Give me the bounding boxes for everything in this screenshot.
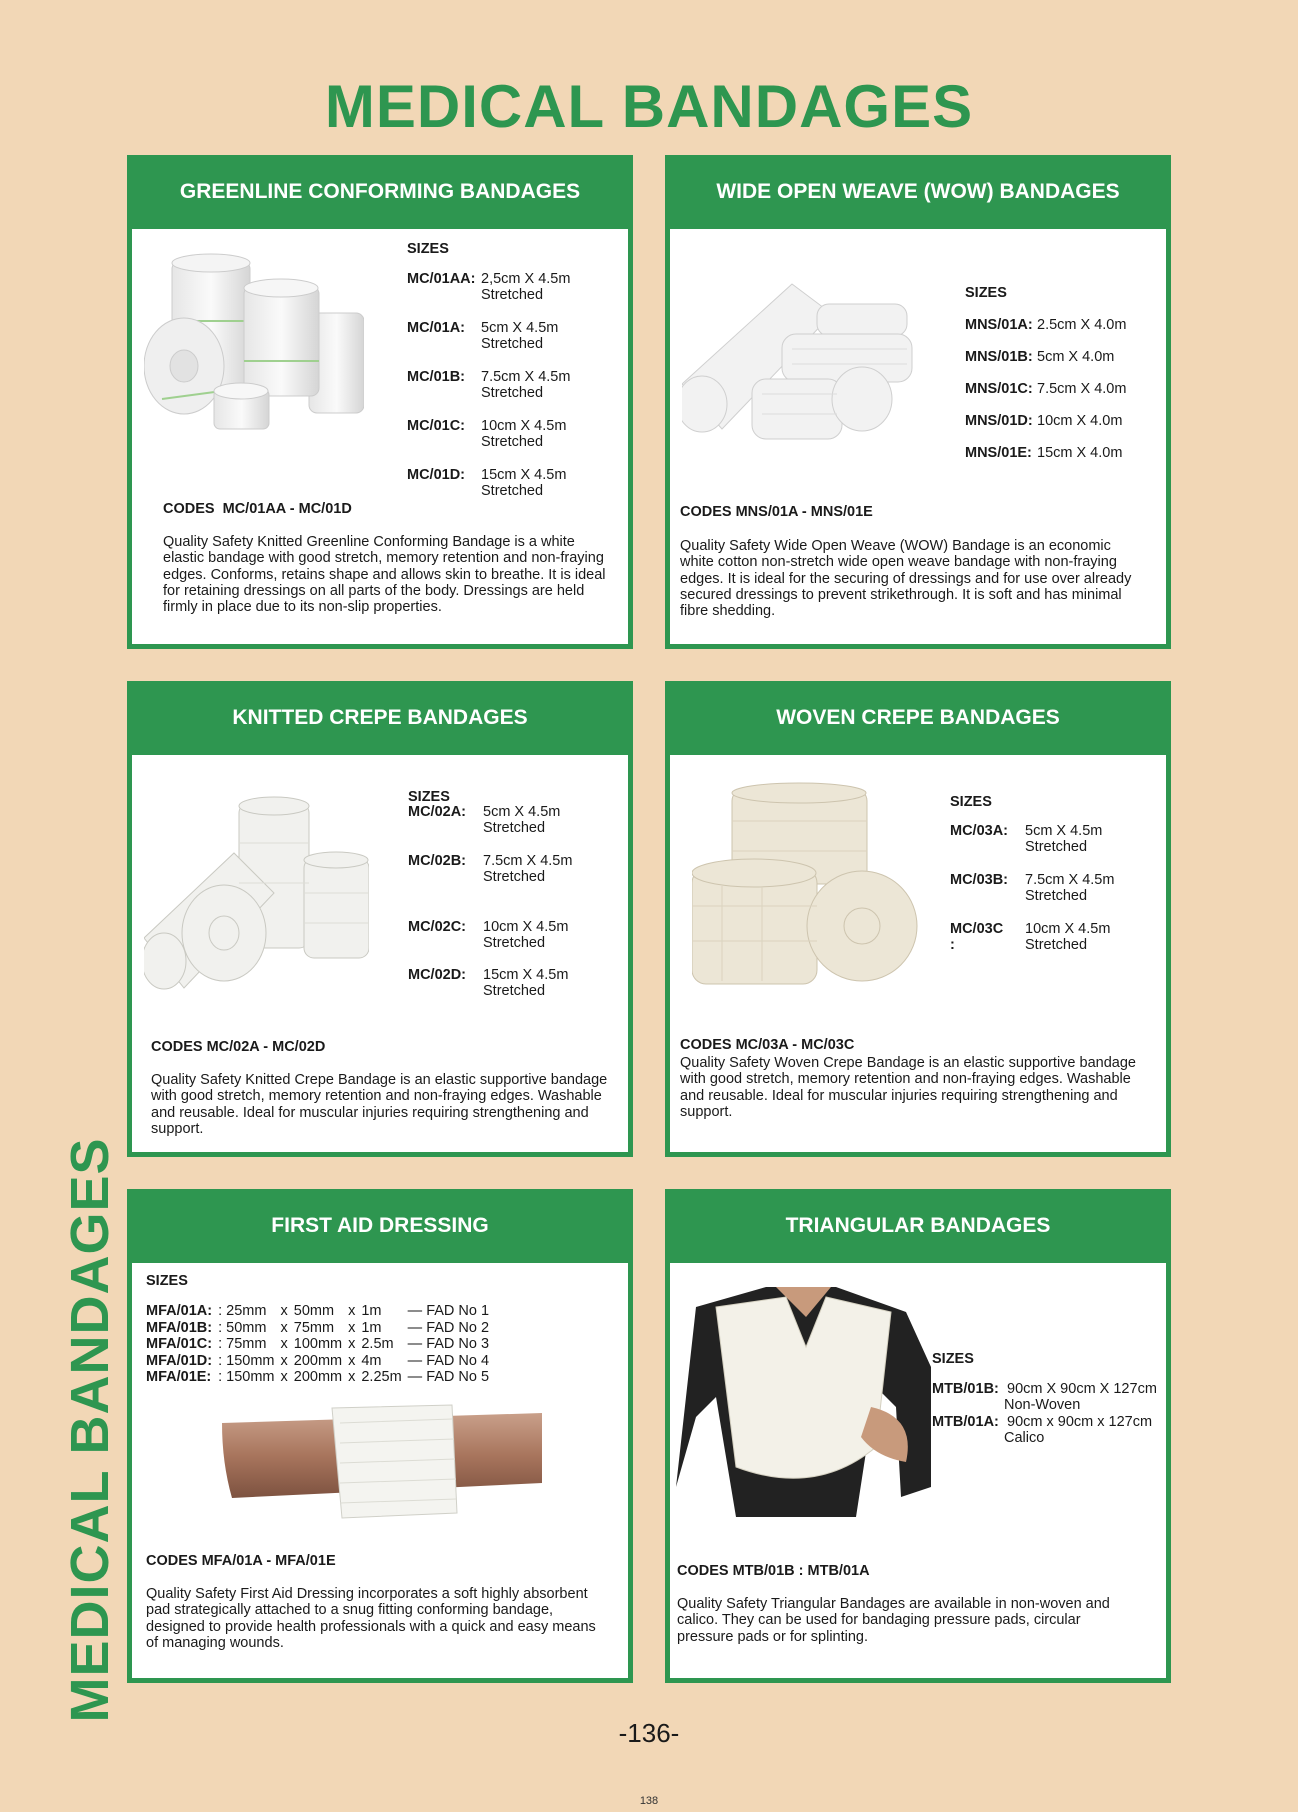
size-code: MFA/01B: [146, 1319, 213, 1336]
size-code: MNS/01C: [965, 381, 1033, 397]
triangular-bandage-image [676, 1287, 931, 1517]
table-row [146, 1353, 495, 1370]
size-note: Stretched [481, 336, 544, 352]
times-sign: x [348, 1336, 356, 1352]
times-sign: x [280, 1319, 288, 1336]
fad-number: — FAD No 4 [407, 1352, 490, 1369]
size-code: MNS/01A: [965, 317, 1033, 333]
size-value: 10cm X 4.5m [481, 418, 567, 434]
size-width: : 50mm [218, 1319, 267, 1336]
size-code: MC/02A: [408, 804, 467, 820]
table-row [146, 1369, 495, 1386]
sizes-label: SIZES [932, 1351, 974, 1367]
size-note: Stretched [483, 869, 546, 885]
times-sign: x [280, 1303, 288, 1319]
size-width: : 25mm [218, 1303, 267, 1319]
size-length: 200mm [293, 1369, 343, 1385]
size-note: Stretched [481, 483, 544, 499]
size-note: Stretched [1025, 937, 1088, 953]
page-title: MEDICAL BANDAGES [324, 73, 974, 140]
size-code: MC/01AA: [407, 271, 476, 287]
size-code: MFA/01A: [146, 1303, 213, 1319]
wow-bandage-image [682, 274, 922, 464]
panel-woven-crepe [665, 681, 1171, 1157]
times-sign: x [280, 1336, 288, 1352]
table-row [146, 1320, 495, 1337]
size-note: Stretched [483, 983, 546, 999]
size-code: MNS/01B: [965, 349, 1033, 365]
size-code: MFA/01E: [146, 1369, 212, 1385]
panel-wow [665, 155, 1171, 649]
size-value: 2.5cm X 4.0m [1037, 317, 1127, 333]
size-length: 75mm [293, 1319, 335, 1336]
size-value: 5cm X 4.5m [483, 804, 561, 820]
product-description: Quality Safety Woven Crepe Bandage is an elastic supportive bandage with good stretch, memory retention and non-fraying edges. Washable and reusable. Ideal for muscular injuries requiring strengthening and support. [680, 1055, 1136, 1120]
size-note: Stretched [1025, 839, 1088, 855]
panel-title: GREENLINE CONFORMING BANDAGES [179, 180, 581, 203]
size-value: 90cm x 90cm x 127cm [1007, 1414, 1153, 1430]
times-sign: x [348, 1369, 356, 1385]
product-description: Quality Safety Triangular Bandages are available in non-woven and calico. They can be used for bandaging pressure pads, circular pressure pads or for splinting. [677, 1596, 1110, 1645]
size-roll-length: 1m [361, 1319, 382, 1336]
page-number: -136- [618, 1718, 680, 1748]
product-codes: CODES MNS/01A - MNS/01E [680, 504, 873, 520]
fad-number: — FAD No 1 [407, 1303, 490, 1319]
size-value: 90cm X 90cm X 127cm [1007, 1381, 1157, 1397]
first-aid-dressing-image [222, 1403, 542, 1523]
panel-triangular [665, 1189, 1171, 1683]
size-value: 15cm X 4.5m [483, 967, 569, 983]
size-value: 7.5cm X 4.0m [1037, 381, 1127, 397]
size-roll-length: 4m [361, 1352, 382, 1369]
first-aid-size-table [146, 1303, 495, 1386]
panel-title: WOVEN CREPE BANDAGES [776, 706, 1060, 729]
panel-first-aid-dressing [127, 1189, 633, 1683]
size-code: MC/01B: [407, 369, 466, 385]
times-sign: x [280, 1369, 288, 1385]
product-codes: CODES MC/01AA - MC/01D [163, 501, 352, 517]
product-description: Quality Safety Knitted Greenline Conforming Bandage is a white elastic bandage with good stretch, memory retention and non-fraying edges. Conforms, retains shape and allows skin to breathe. It is ideal for retaining dressings on all parts of the body. Dressings are held firmly in place due to its non-slip properties. [163, 534, 606, 616]
size-note: Stretched [1025, 888, 1088, 904]
side-title [60, 1137, 120, 1723]
size-code: MC/01A: [407, 320, 466, 336]
product-codes: CODES MC/02A - MC/02D [151, 1039, 326, 1055]
size-width: : 75mm [218, 1336, 267, 1352]
times-sign: x [348, 1319, 356, 1336]
size-value: 15cm X 4.0m [1037, 445, 1123, 461]
size-code: MFA/01C: [146, 1336, 213, 1352]
size-length: 100mm [293, 1336, 343, 1352]
panel-title: KNITTED CREPE BANDAGES [232, 706, 528, 729]
size-code: MC/03C : [950, 921, 1004, 953]
side-title-text: MEDICAL BANDAGES [60, 1137, 120, 1723]
panel-greenline [127, 155, 633, 649]
product-description: Quality Safety Wide Open Weave (WOW) Bandage is an economic white cotton non-stretch wide open weave bandage with non-fraying edges. It is ideal for the securing of dressings and for use over already secured dressings to prevent strikethrough. It is soft and has minimal fibre shedding. [680, 538, 1132, 620]
size-code: MC/03B: [950, 872, 1009, 888]
size-code: MC/02D: [408, 967, 467, 983]
product-codes: CODES MC/03A - MC/03C [680, 1037, 855, 1053]
size-length: 50mm [293, 1303, 335, 1319]
times-sign: x [348, 1352, 356, 1369]
size-value: 10cm X 4.5m [483, 919, 569, 935]
panel-knitted-crepe [127, 681, 633, 1157]
sizes-label: SIZES [950, 794, 992, 810]
size-value: 5cm X 4.5m [481, 320, 559, 336]
size-code: MFA/01D: [146, 1352, 213, 1369]
product-codes: CODES MFA/01A - MFA/01E [146, 1553, 336, 1569]
size-code: MC/03A: [950, 823, 1009, 839]
size-code: MC/02B: [408, 853, 467, 869]
size-code: MC/01C: [407, 418, 466, 434]
knitted-crepe-bandage-image [144, 793, 369, 993]
panel-title: WIDE OPEN WEAVE (WOW) BANDAGES [716, 180, 1120, 203]
size-code: MTB/01B: [932, 1381, 999, 1397]
size-value: 5cm X 4.0m [1037, 349, 1115, 365]
sizes-label: SIZES [407, 241, 449, 257]
size-value: 7.5cm X 4.5m [1025, 872, 1115, 888]
size-width: : 150mm [218, 1369, 275, 1385]
times-sign: x [348, 1303, 356, 1319]
size-note: Stretched [483, 935, 546, 951]
size-roll-length: 1m [361, 1303, 382, 1319]
size-note: Stretched [483, 820, 546, 836]
table-row [146, 1336, 495, 1353]
times-sign: x [280, 1352, 288, 1369]
size-note: Calico [1004, 1430, 1045, 1446]
panel-title: FIRST AID DRESSING [271, 1214, 489, 1237]
size-code: MC/01D: [407, 467, 466, 483]
size-note: Stretched [481, 434, 544, 450]
woven-crepe-bandage-image [692, 781, 922, 986]
fad-number: — FAD No 5 [407, 1369, 490, 1385]
product-description: Quality Safety Knitted Crepe Bandage is an elastic supportive bandage with good stretch, memory retention and non-fraying edges. Washable and reusable. Ideal for muscular injuries requiring strengthening and support. [151, 1072, 608, 1137]
table-row [146, 1303, 495, 1320]
sizes-label: SIZES [965, 285, 1007, 301]
size-width: : 150mm [218, 1352, 275, 1369]
product-description: Quality Safety First Aid Dressing incorporates a soft highly absorbent pad strategically attached to a snug fitting conforming bandage, designed to provide health professionals with a quick and easy means of managing wounds. [146, 1586, 596, 1651]
size-note: Stretched [481, 385, 544, 401]
greenline-bandage-image [144, 251, 364, 441]
size-note: Stretched [481, 287, 544, 303]
size-value: 10cm X 4.5m [1025, 921, 1111, 937]
sizes-label: SIZES [146, 1273, 188, 1289]
product-codes: CODES MTB/01B : MTB/01A [677, 1563, 870, 1579]
size-value: 5cm X 4.5m [1025, 823, 1103, 839]
fad-number: — FAD No 2 [407, 1319, 490, 1336]
size-value: 15cm X 4.5m [481, 467, 567, 483]
size-code: MNS/01D: [965, 413, 1033, 429]
fad-number: — FAD No 3 [407, 1336, 490, 1352]
size-value: 7.5cm X 4.5m [483, 853, 573, 869]
size-note: Non-Woven [1004, 1397, 1081, 1413]
size-roll-length: 2.25m [361, 1369, 402, 1385]
folio-number: 138 [639, 1795, 659, 1807]
panel-title: TRIANGULAR BANDAGES [785, 1214, 1051, 1237]
size-code: MC/02C: [408, 919, 467, 935]
size-code: MNS/01E: [965, 445, 1032, 461]
size-length: 200mm [293, 1352, 343, 1369]
size-roll-length: 2.5m [361, 1336, 394, 1352]
size-value: 10cm X 4.0m [1037, 413, 1123, 429]
size-value: 2,5cm X 4.5m [481, 271, 571, 287]
sizes-label: SIZES [408, 789, 450, 805]
size-value: 7.5cm X 4.5m [481, 369, 571, 385]
size-code: MTB/01A: [932, 1414, 999, 1430]
